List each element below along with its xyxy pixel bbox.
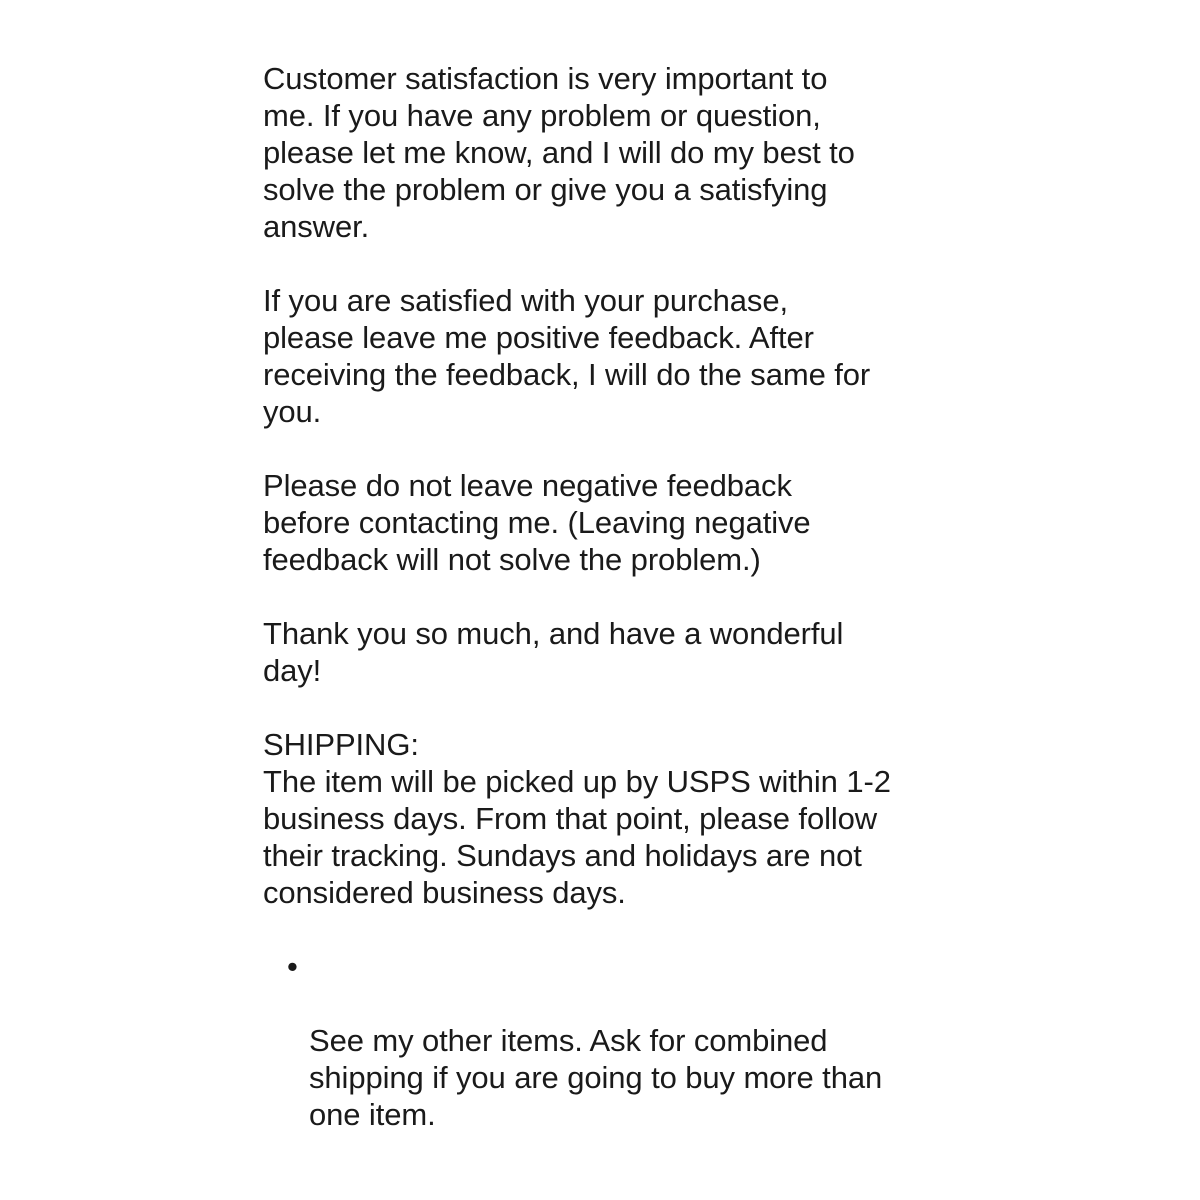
bullet-list (263, 948, 943, 1133)
shipping-paragraph: The item will be picked up by USPS within 1-2 business days. From that point, please follow their tracking. Sundays and holidays are not considered business days. (263, 764, 891, 910)
shipping-heading: SHIPPING: (263, 727, 419, 762)
list-item-text: See my other items. Ask for combined shipping if you are going to buy more than one item. (309, 1023, 883, 1132)
listing-description (263, 60, 943, 1133)
negative-feedback-paragraph: Please do not leave negative feedback before contacting me. (Leaving negative feedback will not solve the problem.) (263, 468, 811, 577)
thank-you-paragraph: Thank you so much, and have a wonderful day! (263, 616, 844, 688)
satisfaction-paragraph: Customer satisfaction is very important to me. If you have any problem or question, please let me know, and I will do my best to solve the problem or give you a satisfying answer. (263, 61, 855, 244)
list-item (287, 948, 943, 1133)
bullet-icon: • (287, 949, 298, 984)
feedback-paragraph: If you are satisfied with your purchase, please leave me positive feedback. After receiving the feedback, I will do the same for you. (263, 283, 871, 429)
